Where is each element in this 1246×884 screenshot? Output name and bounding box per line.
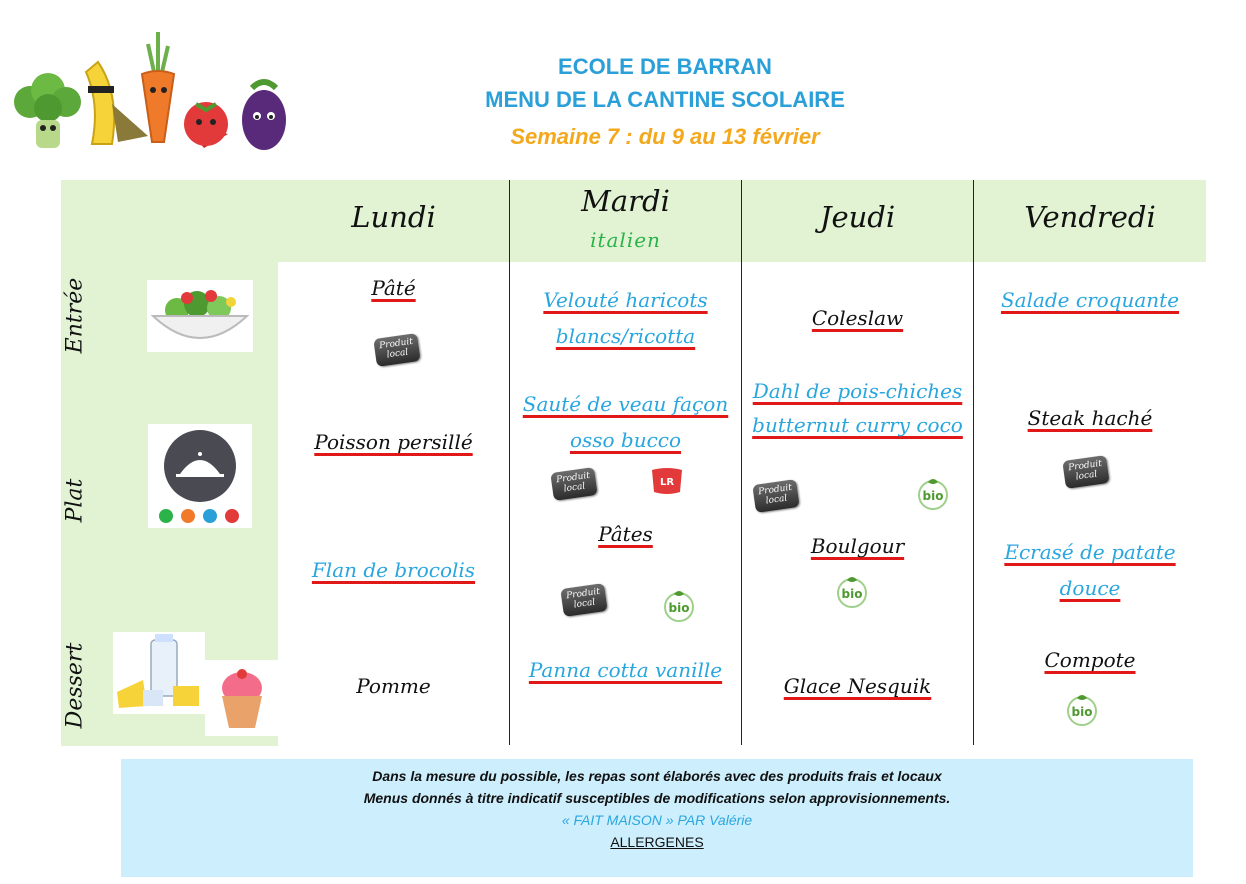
footer-line-fresh-local: Dans la mesure du possible, les repas sont élaborés avec des produits frais et locaux xyxy=(372,768,942,784)
cupcake-icon xyxy=(205,660,278,736)
tomato-mascot xyxy=(184,102,228,148)
svg-text:bio: bio xyxy=(668,601,690,615)
lundi-dessert: Pomme xyxy=(356,674,431,698)
svg-text:bio: bio xyxy=(1071,705,1093,719)
allergenes-link[interactable]: ALLERGENES xyxy=(610,834,704,850)
lundi-plat: Poisson persillé xyxy=(314,430,473,454)
category-entree: Entrée xyxy=(62,277,88,354)
column-divider xyxy=(741,180,742,745)
lundi-entree: Pâté xyxy=(371,276,416,300)
carrot-mascot xyxy=(142,32,174,142)
footer-line-indicative: Menus donnés à titre indicatif susceptibles de modifications selon approvisionnements. xyxy=(363,790,951,806)
column-divider xyxy=(973,180,974,745)
category-plat: Plat xyxy=(62,478,88,523)
school-name: ECOLE DE BARRAN xyxy=(558,54,772,79)
menu-title: MENU DE LA CANTINE SCOLAIRE xyxy=(485,87,845,112)
bio-label-icon xyxy=(914,476,952,510)
vendredi-plat: Steak haché xyxy=(1027,406,1153,430)
footer-notes xyxy=(121,759,1193,877)
jeudi-accompagnement: Boulgour xyxy=(810,534,905,558)
day-theme-mardi: italien xyxy=(590,228,661,252)
produit-local-badge: Produit local xyxy=(1062,455,1109,489)
eggplant-mascot xyxy=(242,82,286,150)
svg-text:bio: bio xyxy=(922,489,944,503)
jeudi-dessert: Glace Nesquik xyxy=(783,674,932,698)
footer-line-homemade: « FAIT MAISON » PAR Valérie xyxy=(561,812,753,828)
cloche-plate-icon xyxy=(148,424,252,528)
day-header-jeudi: Jeudi xyxy=(819,200,896,234)
day-header-mardi: Mardi xyxy=(581,184,670,218)
produit-local-badge: Produit local xyxy=(550,467,597,501)
mardi-dessert: Panna cotta vanille xyxy=(528,658,723,682)
svg-text:LR: LR xyxy=(659,477,675,488)
bio-label-icon xyxy=(833,574,871,608)
day-header-vendredi: Vendredi xyxy=(1024,200,1156,234)
mardi-plat: Sauté de veau façon osso bucco xyxy=(522,392,729,452)
column-divider xyxy=(509,180,510,745)
bio-label-icon xyxy=(660,588,698,622)
category-dessert: Dessert xyxy=(62,642,88,729)
lundi-accompagnement: Flan de brocolis xyxy=(311,558,476,582)
week-dates: Semaine 7 : du 9 au 13 février xyxy=(510,124,820,149)
produit-local-badge: Produit local xyxy=(752,479,799,513)
jeudi-plat: Dahl de pois-chiches butternut curry coco xyxy=(752,379,963,437)
jeudi-entree: Coleslaw xyxy=(811,306,904,330)
banana-mascot xyxy=(86,62,148,144)
vendredi-entree: Salade croquante xyxy=(1000,288,1180,312)
salad-bowl-icon xyxy=(147,280,253,352)
day-header-lundi: Lundi xyxy=(351,200,436,234)
vendredi-dessert: Compote xyxy=(1044,648,1136,672)
mardi-accompagnement: Pâtes xyxy=(598,522,653,546)
produit-local-badge: Produit local xyxy=(373,333,420,367)
vegetable-mascots-logo xyxy=(8,24,298,156)
produit-local-badge: Produit local xyxy=(560,583,607,617)
dairy-products-icon xyxy=(113,632,205,714)
vendredi-accompagnement: Ecrasé de patate douce xyxy=(1004,540,1176,600)
broccoli-mascot xyxy=(14,73,81,148)
mardi-entree: Velouté haricots blancs/ricotta xyxy=(543,288,708,348)
svg-text:bio: bio xyxy=(841,587,863,601)
label-rouge-icon xyxy=(650,466,684,496)
bio-label-icon xyxy=(1063,692,1101,726)
